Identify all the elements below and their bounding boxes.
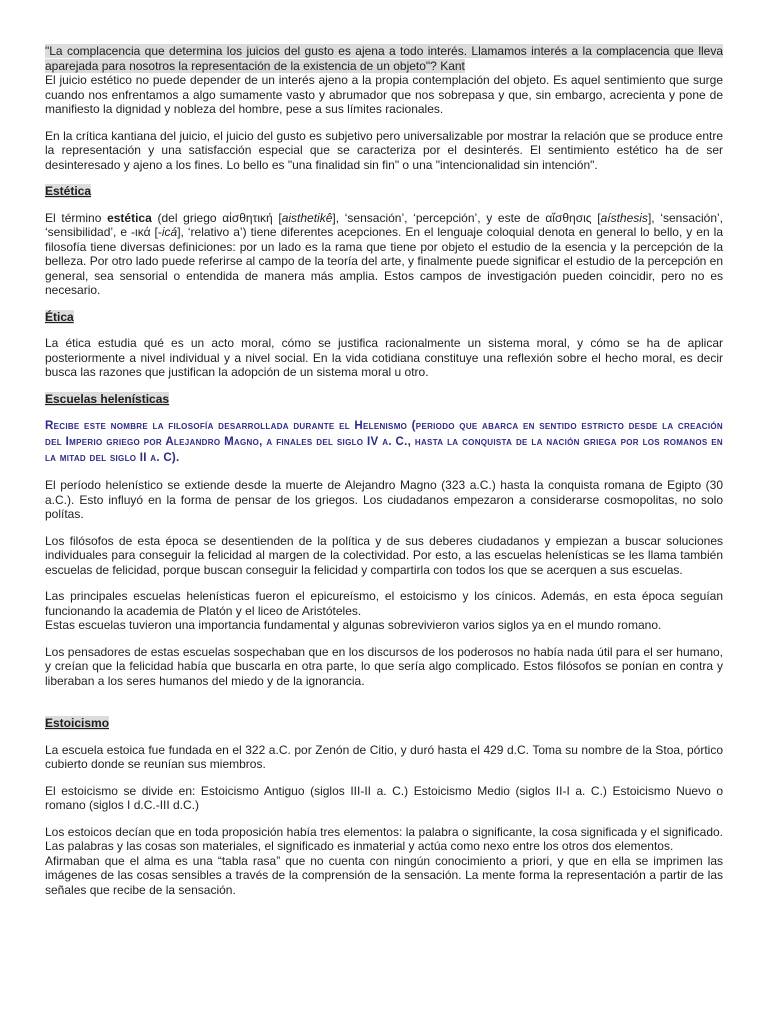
estetica-paragraph: El término estética (del griego αἰσθητική [aisthetikê], ‘sensación’, ‘percepción’, y este de αἴσθησις [aísthesis], ‘sensación’, ‘sensibilidad’, e -ικά [-icá], ‘relativo a’) tiene diferentes acepciones. En el lenguaje coloquial denota en general lo bello, y en la filosofía tiene diversas definiciones: por un lado es la rama que tiene por objeto el estudio de la esencia y la percepción de la belleza. Por otro lado puede referirse al campo de la teoría del arte, y finalmente puede significar el estudio de la percepción en general, sea sensorial o entendida de manera más amplia. Estos campos de investigación pueden coincidir, pero no es necesario. (45, 210, 723, 297)
helenisticas-paragraph-3b: Estas escuelas tuvieron una importancia fundamental y algunas sobrevivieron varios siglos ya en el mundo romano. (45, 618, 662, 632)
helenisticas-paragraph-2: Los filósofos de esta época se desentienden de la política y de sus deberes ciudadanos y empiezan a buscar soluciones individuales para conseguir la felicidad al margen de la colectividad. Por esto, a las escuelas helenísticas se les llama también escuelas de felicidad, porque buscan conseguir la felicidad y compartirla con todos los que se acerquen a sus escuelas. (45, 533, 723, 577)
estoicismo-paragraph-2: El estoicismo se divide en: Estoicismo Antiguo (siglos III-II a. C.) Estoicismo Medio (siglos II-I a. C.) Estoicismo Nuevo o romano (siglos I d.C.-III d.C.) (45, 783, 723, 812)
helenisticas-paragraph-4: Los pensadores de estas escuelas sospechaban que en los discursos de los poderosos no había nada útil para el ser humano, y creían que la felicidad había que buscarla en otra parte, lo que sería algo complicado. Estos filósofos se ponían en contra y liberaban a los seres humanos del miedo y de la ignorancia. (45, 644, 723, 688)
heading-estoicismo: Estoicismo (45, 716, 110, 730)
kant-quote (45, 44, 723, 73)
helenisticas-paragraph-3: Las principales escuelas helenísticas fueron el epicureísmo, el estoicismo y los cínicos. Además, en esta época seguían funcionando la academia de Platón y el liceo de Aristóteles. (45, 589, 723, 618)
helenisticas-paragraph-1: El período helenístico se extiende desde la muerte de Alejandro Magno (323 a.C.) hasta la conquista romana de Egipto (30 a.C.). Esto influyó en la forma de pensar de los griegos. Los ciudadanos empezaron a considerarse cosmopolitas, no solo polítas. (45, 478, 723, 521)
helenismo-lead: Recibe este nombre la filosofía desarrollada durante el Helenismo (periodo que abarca en sentido estricto desde la creación del Imperio griego por Alejandro Magno, a finales del siglo IV a. C., hasta la conquista de la nación griega por los romanos en la mitad del siglo II a. C). (45, 420, 723, 464)
intro-paragraph-2: En la crítica kantiana del juicio, el juicio del gusto es subjetivo pero universalizable por mostrar la relación que se produce entre la representación y una satisfacción especial que se caracteriza por el desinterés. El sentimiento estético ha de ser desinteresado y ajeno a los fines. Lo bello es "una finalidad sin fin" o una "intencionalidad sin intención". (45, 128, 723, 172)
estoicismo-paragraph-4: Afirmaban que el alma es una “tabla rasa” que no cuenta con ningún conocimiento a priori, y que en ella se imprimen las imágenes de las cosas sensibles a través de la comprensión de la sensación. La mente forma la representación a partir de las señales que recibe de la sensación. (45, 853, 723, 897)
intro-paragraph-1: El juicio estético no puede depender de un interés ajeno a la propia contemplación del objeto. Es aquel sentimiento que surge cuando nos enfrentamos a algo sumamente vasto y abrumador que nos sobrepasa y que, sin embargo, acrecienta y pone de manifiesto la dignidad y nobleza del hombre, pese a sus límites racionales. (45, 73, 723, 116)
heading-escuelas-helenisticas: Escuelas helenísticas (45, 391, 170, 406)
heading-etica: Ética (45, 309, 74, 324)
estoicismo-paragraph-1: La escuela estoica fue fundada en el 322 a.C. por Zenón de Citio, y duró hasta el 429 d.C. Toma su nombre de la Stoa, pórtico cubierto donde se reunían sus miembros. (45, 742, 723, 771)
etica-paragraph: La ética estudia qué es un acto moral, cómo se justifica racionalmente un sistema moral, y cómo se ha de aplicar posteriormente a nivel individual y a nivel social. En la vida cotidiana constituye una reflexión sobre el hecho moral, es decir busca las razones que justifican la adopción de un sistema moral u otro. (45, 336, 723, 379)
kant-quote-text: "La complacencia que determina los juicios del gusto es ajena a todo interés. Llamamos interés a la complacencia que lleva aparejada para nosotros la representación de la existencia de un objeto"? Kant (45, 44, 723, 73)
heading-estetica: Estética (45, 184, 92, 198)
estoicismo-paragraph-3: Los estoicos decían que en toda proposición había tres elementos: la palabra o significante, la cosa significada y el significado. Las palabras y las cosas son materiales, el significado es inmaterial y actúa como nexo entre los otros dos elementos. (45, 824, 723, 853)
document-page (45, 44, 723, 897)
